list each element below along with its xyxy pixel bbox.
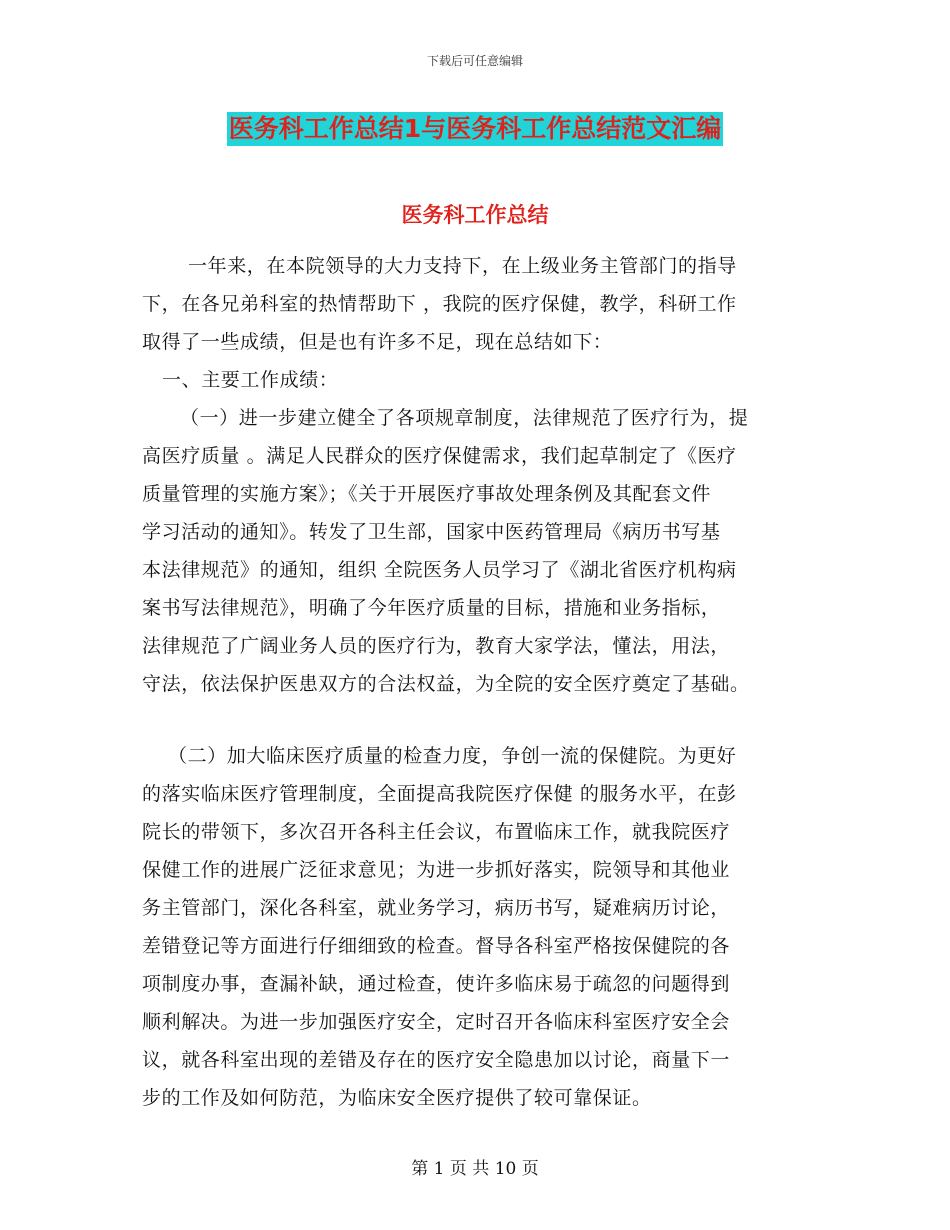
header-note: 下载后可任意编辑 [426, 54, 523, 68]
paragraph-line: 守法，依法保护医患双方的合法权益，为全院的安全医疗奠定了基础。 [142, 673, 750, 695]
paragraph-line: 取得了一些成绩，但是也有许多不足，现在总结如下： [142, 331, 613, 353]
paragraph-line: 案书写法律规范》，明确了今年医疗质量的目标，措施和业务指标， [142, 597, 721, 619]
paragraph-line: 务主管部门，深化各科室，就业务学习，病历书写，疑难病历讨论， [142, 897, 731, 919]
paragraph-line: 的落实临床医疗管理制度，全面提高我院医疗保健 的服务水平，在彭 [142, 783, 737, 805]
item-two-paragraph [142, 737, 804, 1117]
paragraph-line: 院长的带领下，多次召开各科主任会议，布置临床工作，就我院医疗 [142, 821, 731, 843]
page-number: 第 1 页 共 10 页 [411, 1159, 539, 1179]
paragraph-line: 差错登记等方面进行仔细细致的检查。督导各科室严格按保健院的各 [142, 935, 731, 957]
paragraph-line: 高医疗质量 。满足人民群众的医疗保健需求，我们起草制定了《医疗 [142, 445, 737, 467]
paragraph-line: （二）加大临床医疗质量的检查力度，争创一流的保健院。为更好 [168, 745, 737, 767]
paragraph-line: 下，在各兄弟科室的热情帮助下 ，我院的医疗保健，教学，科研工作 [142, 293, 737, 315]
paragraph-line: 顺利解决。为进一步加强医疗安全，定时召开各临床科室医疗安全会 [142, 1011, 731, 1033]
paragraph-line: （一）进一步建立健全了各项规章制度，法律规范了医疗行为，提 [180, 407, 749, 429]
main-title: 医务科工作总结1与医务科工作总结范文汇编 [227, 112, 723, 146]
item-one-paragraph [142, 399, 804, 703]
paragraph-line: 项制度办事，查漏补缺，通过检查，使许多临床易于疏忽的问题得到 [142, 973, 731, 995]
section-heading: 一、主要工作成绩： [162, 369, 339, 391]
paragraph-line: 法律规范了广阔业务人员的医疗行为，教育大家学法，懂法，用法， [142, 635, 731, 657]
paragraph-line: 本法律规范》的通知，组织 全院医务人员学习了《湖北省医疗机构病 [142, 559, 737, 581]
paragraph-line: 质量管理的实施方案》；《关于开展医疗事故处理条例及其配套文件 [142, 483, 712, 505]
intro-paragraph [142, 247, 804, 361]
paragraph-line: 保健工作的进展广泛征求意见；为进一步抓好落实，院领导和其他业 [142, 859, 731, 881]
main-title-container [0, 112, 950, 146]
paragraph-line: 议，就各科室出现的差错及存在的医疗安全隐患加以讨论，商量下一 [142, 1049, 731, 1071]
paragraph-line: 步的工作及如何防范，为临床安全医疗提供了较可靠保证。 [142, 1087, 652, 1109]
sub-title: 医务科工作总结 [401, 203, 549, 227]
paragraph-spacer [142, 703, 804, 737]
paragraph-line: 学习活动的通知》。转发了卫生部，国家中医药管理局《病历书写基 [142, 521, 721, 543]
paragraph-line: 一年来，在本院领导的大力支持下，在上级业务主管部门的指导 [188, 255, 737, 277]
document-body [142, 247, 804, 1117]
